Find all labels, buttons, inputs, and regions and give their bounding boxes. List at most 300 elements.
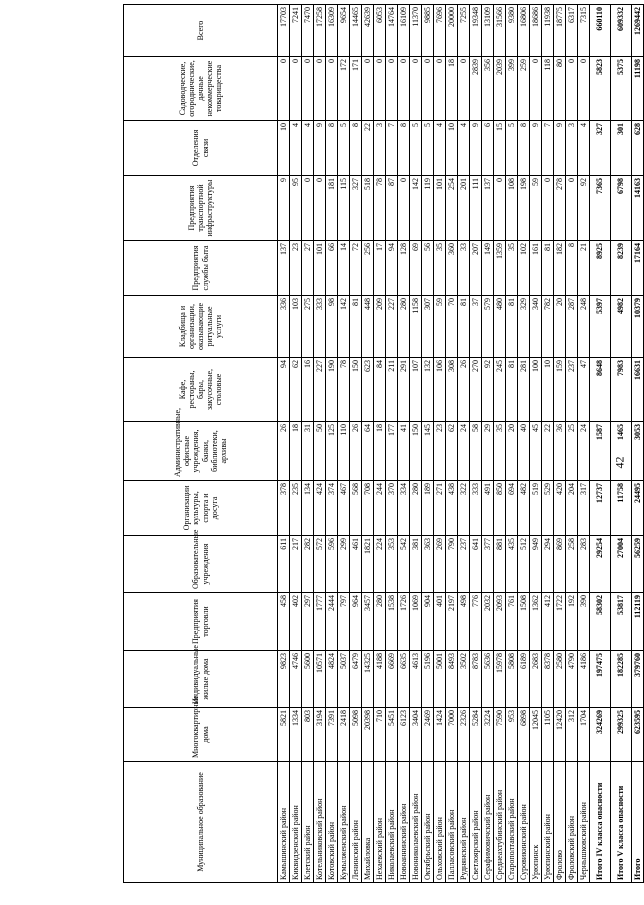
value-cell: 9 <box>314 121 326 176</box>
value-cell: 192 <box>566 593 578 651</box>
table-row <box>434 5 446 883</box>
value-cell: 3 <box>374 121 386 176</box>
table-row <box>362 5 374 883</box>
value-cell: 8 <box>326 121 338 176</box>
value-cell: 14 <box>338 241 350 296</box>
column-header: Организации культуры, спорта и досуга <box>124 481 278 536</box>
row-label-cell: Октябрьский район <box>422 762 434 883</box>
value-cell: 1362 <box>530 593 542 651</box>
value-cell: 498 <box>458 593 470 651</box>
value-cell: 125 <box>326 422 338 481</box>
value-cell: 119 <box>422 176 434 241</box>
column-header: Образовательные учреждения <box>124 536 278 593</box>
value-cell: 4613 <box>410 651 422 708</box>
value-cell: 3 <box>566 121 578 176</box>
value-cell: 5451 <box>386 708 398 762</box>
value-cell: 204 <box>566 481 578 536</box>
value-cell: 0 <box>542 176 554 241</box>
value-cell: 8 <box>350 121 362 176</box>
table-row <box>410 5 422 883</box>
value-cell: 24 <box>578 422 590 481</box>
value-cell: 283 <box>578 536 590 593</box>
value-cell: 142 <box>410 176 422 241</box>
value-cell: 47 <box>578 358 590 422</box>
value-cell: 3053 <box>632 422 644 481</box>
value-cell: 1269442 <box>632 5 644 57</box>
value-cell: 134 <box>302 481 314 536</box>
value-cell: 390 <box>578 593 590 651</box>
value-cell: 333 <box>470 481 482 536</box>
value-cell: 480 <box>494 296 506 358</box>
value-cell: 363 <box>422 536 434 593</box>
value-cell: 3457 <box>362 593 374 651</box>
value-cell: 0 <box>314 57 326 121</box>
value-cell: 519 <box>530 481 542 536</box>
value-cell: 172 <box>338 57 350 121</box>
value-cell: 377 <box>482 536 494 593</box>
value-cell: 2469 <box>422 708 434 762</box>
value-cell: 271 <box>434 481 446 536</box>
value-cell: 7470 <box>302 5 314 57</box>
table-row <box>314 5 326 883</box>
value-cell: 435 <box>506 536 518 593</box>
row-label-cell: Николаевский район <box>386 762 398 883</box>
value-cell: 1465 <box>611 422 632 481</box>
value-cell: 59 <box>434 296 446 358</box>
value-cell: 8 <box>398 121 410 176</box>
value-cell: 2032 <box>482 593 494 651</box>
value-cell: 217 <box>290 536 302 593</box>
value-cell: 14465 <box>350 5 362 57</box>
value-cell: 964 <box>350 593 362 651</box>
value-cell: 108 <box>506 176 518 241</box>
value-cell: 101 <box>434 176 446 241</box>
column-header: Предприятия торговли <box>124 593 278 651</box>
table-row <box>446 5 458 883</box>
value-cell: 402 <box>290 593 302 651</box>
value-cell: 297 <box>302 593 314 651</box>
value-cell: 81 <box>458 296 470 358</box>
value-cell: 8 <box>566 241 578 296</box>
value-cell: 20 <box>554 296 566 358</box>
value-cell: 3404 <box>410 708 422 762</box>
value-cell: 0 <box>302 176 314 241</box>
value-cell: 198 <box>518 176 530 241</box>
total-row <box>611 5 632 883</box>
value-cell: 2326 <box>458 708 470 762</box>
value-cell: 356 <box>482 57 494 121</box>
value-cell: 282 <box>302 536 314 593</box>
table-row <box>518 5 530 883</box>
value-cell: 1587 <box>590 422 611 481</box>
value-cell: 5636 <box>482 651 494 708</box>
value-cell: 4 <box>302 121 314 176</box>
value-cell: 0 <box>302 57 314 121</box>
value-cell: 16309 <box>326 5 338 57</box>
value-cell: 14325 <box>362 651 374 708</box>
value-cell: 0 <box>314 176 326 241</box>
value-cell: 1538 <box>386 593 398 651</box>
value-cell: 270 <box>470 358 482 422</box>
value-cell: 378 <box>278 481 290 536</box>
value-cell: 5037 <box>338 651 350 708</box>
value-cell: 10 <box>446 121 458 176</box>
value-cell: 9380 <box>506 5 518 57</box>
column-header: Предприятия транспортной инфраструктуры <box>124 176 278 241</box>
value-cell: 11370 <box>410 5 422 57</box>
value-cell: 275 <box>302 296 314 358</box>
row-label-cell: Руднянский район <box>458 762 470 883</box>
value-cell: 6635 <box>398 651 410 708</box>
column-header: Кафе, рестораны, бары, закусочные, столовые <box>124 358 278 422</box>
value-cell: 0 <box>386 57 398 121</box>
value-cell: 1777 <box>314 593 326 651</box>
table-row <box>278 5 290 883</box>
value-cell: 2839 <box>470 57 482 121</box>
value-cell: 8783 <box>470 651 482 708</box>
value-cell: 5196 <box>422 651 434 708</box>
value-cell: 21 <box>578 241 590 296</box>
value-cell: 491 <box>482 481 494 536</box>
value-cell: 7000 <box>446 708 458 762</box>
value-cell: 6669 <box>386 651 398 708</box>
value-cell: 5 <box>506 121 518 176</box>
value-cell: 20398 <box>362 708 374 762</box>
value-cell: 33 <box>458 241 470 296</box>
row-label-cell: Михайловка <box>362 762 374 883</box>
value-cell: 710 <box>374 708 386 762</box>
value-cell: 803 <box>302 708 314 762</box>
value-cell: 245 <box>494 358 506 422</box>
value-cell: 64 <box>362 422 374 481</box>
value-cell: 182 <box>554 241 566 296</box>
value-cell: 58 <box>470 422 482 481</box>
value-cell: 1704 <box>578 708 590 762</box>
value-cell: 611 <box>278 536 290 593</box>
value-cell: 8493 <box>446 651 458 708</box>
value-cell: 850 <box>494 481 506 536</box>
row-label-cell: Котельниковский район <box>314 762 326 883</box>
value-cell: 59 <box>530 176 542 241</box>
value-cell: 26 <box>350 422 362 481</box>
column-header: Всего <box>124 5 278 57</box>
value-cell: 4824 <box>326 651 338 708</box>
value-cell: 324269 <box>590 708 611 762</box>
value-cell: 312 <box>566 708 578 762</box>
value-cell: 37 <box>470 296 482 358</box>
row-label-cell: Нехаевский район <box>374 762 386 883</box>
value-cell: 10571 <box>314 651 326 708</box>
value-cell: 42639 <box>362 5 374 57</box>
value-cell: 353 <box>386 536 398 593</box>
value-cell: 797 <box>338 593 350 651</box>
value-cell: 8378 <box>542 651 554 708</box>
value-cell: 308 <box>446 358 458 422</box>
row-label-cell: Новониколаевский район <box>410 762 422 883</box>
value-cell: 660110 <box>590 5 611 57</box>
value-cell: 5808 <box>506 651 518 708</box>
value-cell: 25 <box>566 422 578 481</box>
value-cell: 87 <box>386 176 398 241</box>
value-cell: 27004 <box>611 536 632 593</box>
value-cell: 31566 <box>494 5 506 57</box>
value-cell: 181 <box>326 176 338 241</box>
value-cell: 9 <box>530 121 542 176</box>
row-label-cell: Ленинский район <box>350 762 362 883</box>
value-cell: 9885 <box>422 5 434 57</box>
table-row <box>398 5 410 883</box>
value-cell: 29254 <box>590 536 611 593</box>
value-cell: 81 <box>542 241 554 296</box>
row-label-cell: Ольховский район <box>434 762 446 883</box>
value-cell: 23 <box>290 241 302 296</box>
value-cell: 56 <box>422 241 434 296</box>
value-cell: 171 <box>350 57 362 121</box>
value-cell: 4 <box>434 121 446 176</box>
column-header: Муниципальное образование <box>124 762 278 883</box>
value-cell: 694 <box>506 481 518 536</box>
value-cell: 2683 <box>530 651 542 708</box>
value-cell: 150 <box>350 358 362 422</box>
row-label-cell: Суровикинский район <box>518 762 530 883</box>
value-cell: 16109 <box>398 5 410 57</box>
column-header: Предприятия службы быта <box>124 241 278 296</box>
value-cell: 0 <box>326 57 338 121</box>
value-cell: 5 <box>410 121 422 176</box>
value-cell: 207 <box>470 241 482 296</box>
value-cell: 278 <box>554 176 566 241</box>
value-cell: 12420 <box>554 708 566 762</box>
value-cell: 72 <box>350 241 362 296</box>
value-cell: 95 <box>290 176 302 241</box>
row-label-cell: Светлоярский район <box>470 762 482 883</box>
value-cell: 280 <box>410 481 422 536</box>
value-cell: 953 <box>506 708 518 762</box>
value-cell: 579 <box>482 296 494 358</box>
value-cell: 258 <box>566 536 578 593</box>
value-cell: 92 <box>578 176 590 241</box>
value-cell: 22 <box>362 121 374 176</box>
value-cell: 189 <box>422 481 434 536</box>
value-cell: 190 <box>326 358 338 422</box>
value-cell: 374 <box>326 481 338 536</box>
value-cell: 307 <box>422 296 434 358</box>
value-cell: 112119 <box>632 593 644 651</box>
value-cell: 2039 <box>494 57 506 121</box>
value-cell: 27 <box>302 241 314 296</box>
value-cell: 327 <box>350 176 362 241</box>
value-cell: 81 <box>506 296 518 358</box>
value-cell: 106 <box>434 358 446 422</box>
row-label-cell: Среднеахтубинский район <box>494 762 506 883</box>
value-cell: 111 <box>470 176 482 241</box>
value-cell: 29 <box>482 422 494 481</box>
value-cell: 4 <box>290 121 302 176</box>
table-row <box>482 5 494 883</box>
value-cell: 0 <box>410 57 422 121</box>
table-row <box>302 5 314 883</box>
value-cell: 322 <box>458 481 470 536</box>
table-row <box>338 5 350 883</box>
value-cell: 58302 <box>590 593 611 651</box>
value-cell: 7 <box>386 121 398 176</box>
value-cell: 107 <box>410 358 422 422</box>
value-cell: 0 <box>566 57 578 121</box>
page-number: 42 <box>612 456 627 469</box>
value-cell: 45 <box>530 422 542 481</box>
value-cell: 2197 <box>446 593 458 651</box>
column-header: Индивидуальные жилые дома <box>124 651 278 708</box>
value-cell: 623 <box>362 358 374 422</box>
value-cell: 0 <box>278 57 290 121</box>
value-cell: 1726 <box>398 593 410 651</box>
value-cell: 16806 <box>518 5 530 57</box>
row-label-cell: Итого V класса опасности <box>611 762 632 883</box>
value-cell: 237 <box>566 358 578 422</box>
value-cell: 259 <box>518 57 530 121</box>
value-cell: 0 <box>530 57 542 121</box>
value-cell: 294 <box>542 536 554 593</box>
value-cell: 19348 <box>470 5 482 57</box>
value-cell: 399 <box>506 57 518 121</box>
value-cell: 299 <box>338 536 350 593</box>
row-label-cell: Кумылженский район <box>338 762 350 883</box>
table-row <box>542 5 554 883</box>
value-cell: 8 <box>518 121 530 176</box>
value-cell: 10 <box>542 358 554 422</box>
value-cell: 5001 <box>434 651 446 708</box>
value-cell: 291 <box>398 358 410 422</box>
table-row <box>530 5 542 883</box>
value-cell: 182285 <box>611 651 632 708</box>
value-cell: 881 <box>494 536 506 593</box>
value-cell: 790 <box>446 536 458 593</box>
row-label-cell: Котовский район <box>326 762 338 883</box>
value-cell: 4982 <box>611 296 632 358</box>
value-cell: 904 <box>422 593 434 651</box>
value-cell: 568 <box>350 481 362 536</box>
value-cell: 0 <box>578 57 590 121</box>
table-row <box>470 5 482 883</box>
value-cell: 2093 <box>494 593 506 651</box>
value-cell: 5 <box>422 121 434 176</box>
value-cell: 18 <box>374 422 386 481</box>
value-cell: 5397 <box>590 296 611 358</box>
table-row <box>326 5 338 883</box>
value-cell: 0 <box>494 176 506 241</box>
value-cell: 22 <box>542 422 554 481</box>
value-cell: 287 <box>566 296 578 358</box>
value-cell: 1334 <box>290 708 302 762</box>
table-body <box>278 5 644 883</box>
value-cell: 13109 <box>482 5 494 57</box>
value-cell: 209 <box>374 296 386 358</box>
value-cell: 424 <box>314 481 326 536</box>
value-cell: 78 <box>338 358 350 422</box>
value-cell: 16631 <box>632 358 644 422</box>
value-cell: 149 <box>482 241 494 296</box>
value-cell: 782 <box>542 296 554 358</box>
value-cell: 36 <box>554 422 566 481</box>
value-cell: 20 <box>506 422 518 481</box>
value-cell: 69 <box>410 241 422 296</box>
value-cell: 101 <box>314 241 326 296</box>
value-cell: 4186 <box>578 651 590 708</box>
value-cell: 14764 <box>386 5 398 57</box>
value-cell: 0 <box>290 57 302 121</box>
total-row <box>632 5 644 883</box>
value-cell: 6317 <box>566 5 578 57</box>
value-cell: 9 <box>554 121 566 176</box>
value-cell: 15 <box>494 121 506 176</box>
value-cell: 299325 <box>611 708 632 762</box>
value-cell: 542 <box>398 536 410 593</box>
value-cell: 482 <box>518 481 530 536</box>
value-cell: 17164 <box>632 241 644 296</box>
value-cell: 8925 <box>590 241 611 296</box>
row-label-cell: Урюпинский район <box>542 762 554 883</box>
value-cell: 92 <box>482 358 494 422</box>
value-cell: 6189 <box>518 651 530 708</box>
value-cell: 1105 <box>542 708 554 762</box>
value-cell: 137 <box>278 241 290 296</box>
value-cell: 641 <box>470 536 482 593</box>
value-cell: 137 <box>482 176 494 241</box>
value-cell: 5823 <box>590 57 611 121</box>
value-cell: 5821 <box>278 708 290 762</box>
value-cell: 224 <box>374 536 386 593</box>
value-cell: 1722 <box>554 593 566 651</box>
value-cell: 4746 <box>290 651 302 708</box>
value-cell: 7391 <box>326 708 338 762</box>
value-cell: 623595 <box>632 708 644 762</box>
value-cell: 1359 <box>494 241 506 296</box>
value-cell: 12737 <box>590 481 611 536</box>
value-cell: 280 <box>398 296 410 358</box>
value-cell: 7983 <box>611 358 632 422</box>
value-cell: 269 <box>434 536 446 593</box>
value-cell: 458 <box>278 593 290 651</box>
value-cell: 401 <box>434 593 446 651</box>
value-cell: 102 <box>518 241 530 296</box>
value-cell: 177 <box>386 422 398 481</box>
table-row <box>290 5 302 883</box>
value-cell: 467 <box>338 481 350 536</box>
row-label-cell: Старополтавский район <box>506 762 518 883</box>
value-cell: 6 <box>482 121 494 176</box>
row-label-cell: Клетский район <box>302 762 314 883</box>
value-cell: 529 <box>542 481 554 536</box>
value-cell: 16 <box>302 358 314 422</box>
value-cell: 211 <box>386 358 398 422</box>
value-cell: 128 <box>398 241 410 296</box>
value-cell: 1424 <box>434 708 446 762</box>
value-cell: 11198 <box>632 57 644 121</box>
value-cell: 438 <box>446 481 458 536</box>
total-row <box>590 5 611 883</box>
value-cell: 572 <box>314 536 326 593</box>
row-label-cell: Серафимовичский район <box>482 762 494 883</box>
value-cell: 3194 <box>314 708 326 762</box>
value-cell: 145 <box>422 422 434 481</box>
value-cell: 301 <box>611 121 632 176</box>
value-cell: 26 <box>278 422 290 481</box>
table-row <box>494 5 506 883</box>
value-cell: 461 <box>350 536 362 593</box>
row-label-cell: Чернышковский район <box>578 762 590 883</box>
value-cell: 596 <box>326 536 338 593</box>
value-cell: 0 <box>362 57 374 121</box>
